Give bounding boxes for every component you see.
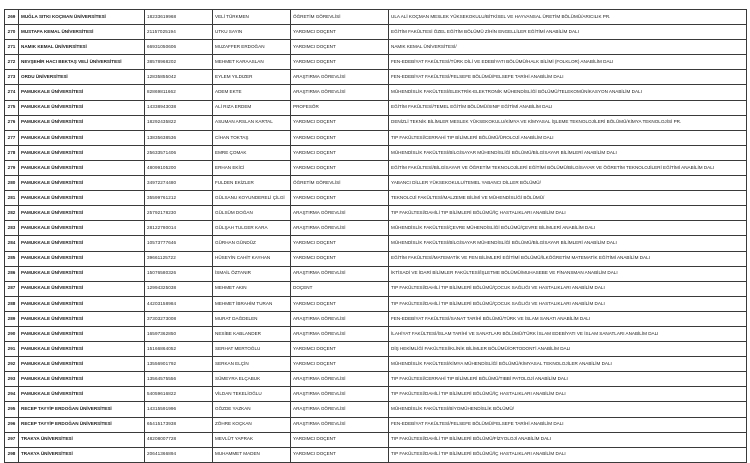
academic-title-cell: YARDIMCI DOÇENT bbox=[291, 236, 389, 251]
department-cell: FEN-EDEBİYAT FAKÜLTESİ/SANAT TARİHİ BÖLÜMÜ/TÜRK VE İSLAM SANATI ANABİLİM DALI bbox=[389, 311, 747, 326]
university-cell: PAMUKKALE ÜNİVERSİTESİ bbox=[19, 160, 145, 175]
department-cell: MÜHENDİSLİK FAKÜLTESİ/BİYOMÜHENDİSLİK BÖLÜMÜ/ bbox=[389, 402, 747, 417]
department-cell: EĞİTİM FAKÜLTESİ/TEMEL EĞİTİM BÖLÜMÜ/SINIF EĞİTİMİ ANABİLİM DALI bbox=[389, 100, 747, 115]
id-number-cell: 48208007728 bbox=[145, 432, 213, 447]
table-row bbox=[5, 70, 747, 85]
academic-title-cell: ÖĞRETİM GÖREVLİSİ bbox=[291, 176, 389, 191]
academic-title-cell: YARDIMCI DOÇENT bbox=[291, 357, 389, 372]
row-number-cell: 294 bbox=[5, 387, 19, 402]
table-row bbox=[5, 206, 747, 221]
person-name-cell: MUHAMMET MADEN bbox=[213, 447, 291, 462]
department-cell: DENİZLİ TEKNİK BİLİMLER MESLEK YÜKSEKOKULU/KİMYA VE KİMYASAL İŞLEME TEKNOLOJİLERİ BÖLÜMÜ/KİMYA TEKNOLOJİSİ PR. bbox=[389, 115, 747, 130]
university-cell: PAMUKKALE ÜNİVERSİTESİ bbox=[19, 357, 145, 372]
personnel-table bbox=[4, 9, 747, 463]
university-cell: TRAKYA ÜNİVERSİTESİ bbox=[19, 432, 145, 447]
row-number-cell: 282 bbox=[5, 206, 19, 221]
university-cell: MUĞLA SITKI KOÇMAN ÜNİVERSİTESİ bbox=[19, 10, 145, 25]
id-number-cell: 35599761212 bbox=[145, 191, 213, 206]
person-name-cell: ALİ RIZA ERDEM bbox=[213, 100, 291, 115]
id-number-cell: 25792178230 bbox=[145, 206, 213, 221]
department-cell: FEN-EDEBİYAT FAKÜLTESİ/FELSEFE BÖLÜMÜ/FELSEFE TARİHİ ANABİLİM DALI bbox=[389, 417, 747, 432]
academic-title-cell: YARDIMCI DOÇENT bbox=[291, 130, 389, 145]
row-number-cell: 280 bbox=[5, 176, 19, 191]
table-row bbox=[5, 387, 747, 402]
table-row bbox=[5, 311, 747, 326]
department-cell: ULA ALİ KOÇMAN MESLEK YÜKSEKOKULU/BİTKİSEL VE HAYVANSAL ÜRETİM BÖLÜMÜ/ARICILIK PR. bbox=[389, 10, 747, 25]
academic-title-cell: YARDIMCI DOÇENT bbox=[291, 432, 389, 447]
table-row bbox=[5, 191, 747, 206]
person-name-cell: ADEM EKTE bbox=[213, 85, 291, 100]
row-number-cell: 275 bbox=[5, 100, 19, 115]
row-number-cell: 276 bbox=[5, 115, 19, 130]
table-row bbox=[5, 130, 747, 145]
id-number-cell: 21157025194 bbox=[145, 25, 213, 40]
person-name-cell: ASUMAN ARSLAN KARTAL bbox=[213, 115, 291, 130]
person-name-cell: MEHMET AKIN bbox=[213, 281, 291, 296]
row-number-cell: 285 bbox=[5, 251, 19, 266]
row-number-cell: 290 bbox=[5, 326, 19, 341]
table-row bbox=[5, 115, 747, 130]
row-number-cell: 298 bbox=[5, 447, 19, 462]
table-body bbox=[5, 10, 747, 463]
department-cell: TIP FAKÜLTESİ/DAHİLİ TIP BİLİMLERİ BÖLÜMÜ/İÇ HASTALIKLARI ANABİLİM DALI bbox=[389, 447, 747, 462]
row-number-cell: 296 bbox=[5, 417, 19, 432]
table-row bbox=[5, 447, 747, 462]
row-number-cell: 297 bbox=[5, 432, 19, 447]
university-cell: PAMUKKALE ÜNİVERSİTESİ bbox=[19, 296, 145, 311]
university-cell: PAMUKKALE ÜNİVERSİTESİ bbox=[19, 251, 145, 266]
table-row bbox=[5, 145, 747, 160]
row-number-cell: 283 bbox=[5, 221, 19, 236]
table-row bbox=[5, 296, 747, 311]
table-row bbox=[5, 160, 747, 175]
id-number-cell: 18233619968 bbox=[145, 10, 213, 25]
university-cell: MUSTAFA KEMAL ÜNİVERSİTESİ bbox=[19, 25, 145, 40]
academic-title-cell: YARDIMCI DOÇENT bbox=[291, 145, 389, 160]
table-row bbox=[5, 402, 747, 417]
id-number-cell: 15076580326 bbox=[145, 266, 213, 281]
row-number-cell: 269 bbox=[5, 10, 19, 25]
table-row bbox=[5, 85, 747, 100]
university-cell: PAMUKKALE ÜNİVERSİTESİ bbox=[19, 372, 145, 387]
id-number-cell: 13556901792 bbox=[145, 357, 213, 372]
person-name-cell: GÜLSÜM DOĞAN bbox=[213, 206, 291, 221]
person-name-cell: MEVLÜT YAPRAK bbox=[213, 432, 291, 447]
academic-title-cell: ARAŞTIRMA GÖREVLİSİ bbox=[291, 70, 389, 85]
department-cell: TIP FAKÜLTESİ/DAHİLİ TIP BİLİMLERİ BÖLÜMÜ/ÇOCUK SAĞLIĞI VE HASTALIKLARI ANABİLİM DALI bbox=[389, 296, 747, 311]
id-number-cell: 44203158984 bbox=[145, 296, 213, 311]
table-row bbox=[5, 432, 747, 447]
table-row bbox=[5, 221, 747, 236]
university-cell: PAMUKKALE ÜNİVERSİTESİ bbox=[19, 342, 145, 357]
department-cell: TIP FAKÜLTESİ/DAHİLİ TIP BİLİMLERİ BÖLÜMÜ/FİZYOLOJİ ANABİLİM DALI bbox=[389, 432, 747, 447]
academic-title-cell: YARDIMCI DOÇENT bbox=[291, 296, 389, 311]
department-cell: MÜHENDİSLİK FAKÜLTESİ/ÇEVRE MÜHENDİSLİĞİ BÖLÜMÜ/ÇEVRE BİLİMLERİ ANABİLİM DALI bbox=[389, 221, 747, 236]
academic-title-cell: ARAŞTIRMA GÖREVLİSİ bbox=[291, 387, 389, 402]
academic-title-cell: YARDIMCI DOÇENT bbox=[291, 40, 389, 55]
id-number-cell: 39661125722 bbox=[145, 251, 213, 266]
person-name-cell: ERHAN EKİCİ bbox=[213, 160, 291, 175]
row-number-cell: 272 bbox=[5, 55, 19, 70]
row-number-cell: 288 bbox=[5, 296, 19, 311]
person-name-cell: İSMAİL ÖZTANIR bbox=[213, 266, 291, 281]
person-name-cell: GÖZDE YAZKAN bbox=[213, 402, 291, 417]
id-number-cell: 12994325038 bbox=[145, 281, 213, 296]
person-name-cell: SERKAN ELÇİN bbox=[213, 357, 291, 372]
department-cell: MÜHENDİSLİK FAKÜLTESİ/BİLGİSAYAR MÜHENDİSLİĞİ BÖLÜMÜ/BİLGİSAYAR BİLİMLERİ ANABİLİM DALI bbox=[389, 145, 747, 160]
id-number-cell: 14315591996 bbox=[145, 402, 213, 417]
academic-title-cell: ARAŞTIRMA GÖREVLİSİ bbox=[291, 326, 389, 341]
person-name-cell: VELİ TÜRKMEN bbox=[213, 10, 291, 25]
row-number-cell: 277 bbox=[5, 130, 19, 145]
table-row bbox=[5, 342, 747, 357]
university-cell: PAMUKKALE ÜNİVERSİTESİ bbox=[19, 266, 145, 281]
department-cell: TEKNOLOJİ FAKÜLTESİ/MALZEME BİLİMİ VE MÜHENDİSLİĞİ BÖLÜMÜ/ bbox=[389, 191, 747, 206]
row-number-cell: 278 bbox=[5, 145, 19, 160]
university-cell: PAMUKKALE ÜNİVERSİTESİ bbox=[19, 311, 145, 326]
person-name-cell: MEHMET KARAASLAN bbox=[213, 55, 291, 70]
department-cell: DİŞ HEKİMLİĞİ FAKÜLTESİ/KLİNİK BİLİMLER BÖLÜMÜ/ORTODONTİ ANABİLİM DALI bbox=[389, 342, 747, 357]
person-name-cell: VİLDAN TEKELİOĞLU bbox=[213, 387, 291, 402]
table-row bbox=[5, 100, 747, 115]
department-cell: EĞİTİM FAKÜLTESİ ÖZEL EĞİTİM BÖLÜMÜ ZİHİN ENGELLİLER EĞİTİMİ ANABİLİM DALI bbox=[389, 25, 747, 40]
university-cell: NAMIK KEMAL ÜNİVERSİTESİ bbox=[19, 40, 145, 55]
table-row bbox=[5, 25, 747, 40]
table-row bbox=[5, 236, 747, 251]
department-cell: TIP FAKÜLTESİ/DAHİLİ TIP BİLİMLERİ BÖLÜMÜ/İÇ HASTALIKLARI ANABİLİM DALI bbox=[389, 206, 747, 221]
academic-title-cell: YARDIMCI DOÇENT bbox=[291, 447, 389, 462]
id-number-cell: 16597362850 bbox=[145, 326, 213, 341]
academic-title-cell: YARDIMCI DOÇENT bbox=[291, 160, 389, 175]
academic-title-cell: YARDIMCI DOÇENT bbox=[291, 342, 389, 357]
academic-title-cell: ARAŞTIRMA GÖREVLİSİ bbox=[291, 402, 389, 417]
department-cell: TIP FAKÜLTESİ/DAHİLİ TIP BİLİMLERİ BÖLÜMÜ/ÇOCUK SAĞLIĞI VE HASTALIKLARI ANABİLİM DALI bbox=[389, 281, 747, 296]
person-name-cell: MUZAFFER ERDOĞAN bbox=[213, 40, 291, 55]
academic-title-cell: YARDIMCI DOÇENT bbox=[291, 115, 389, 130]
person-name-cell: GÜLŞAH TULGER KARA bbox=[213, 221, 291, 236]
university-cell: PAMUKKALE ÜNİVERSİTESİ bbox=[19, 191, 145, 206]
person-name-cell: HÜSEYİN CAHİT KAYHAN bbox=[213, 251, 291, 266]
person-name-cell: EMRE ÇOMAK bbox=[213, 145, 291, 160]
table-row bbox=[5, 176, 747, 191]
row-number-cell: 270 bbox=[5, 25, 19, 40]
department-cell: FEN-EDEBİYAT FAKÜLTESİ/FELSEFE BÖLÜMÜ/FELSEFE TARİHİ ANABİLİM DALI bbox=[389, 70, 747, 85]
table-row bbox=[5, 55, 747, 70]
row-number-cell: 271 bbox=[5, 40, 19, 55]
row-number-cell: 273 bbox=[5, 70, 19, 85]
academic-title-cell: YARDIMCI DOÇENT bbox=[291, 251, 389, 266]
academic-title-cell: ARAŞTIRMA GÖREVLİSİ bbox=[291, 206, 389, 221]
university-cell: PAMUKKALE ÜNİVERSİTESİ bbox=[19, 387, 145, 402]
university-cell: PAMUKKALE ÜNİVERSİTESİ bbox=[19, 85, 145, 100]
person-name-cell: GÜLSANU KOYUNDERELİ ÇİLGİ bbox=[213, 191, 291, 206]
academic-title-cell: PROFESÖR bbox=[291, 100, 389, 115]
person-name-cell: MEHMET İBRAHİM TURAN bbox=[213, 296, 291, 311]
id-number-cell: 25633571406 bbox=[145, 145, 213, 160]
university-cell: PAMUKKALE ÜNİVERSİTESİ bbox=[19, 100, 145, 115]
academic-title-cell: ARAŞTIRMA GÖREVLİSİ bbox=[291, 311, 389, 326]
university-cell: PAMUKKALE ÜNİVERSİTESİ bbox=[19, 130, 145, 145]
id-number-cell: 12835855042 bbox=[145, 70, 213, 85]
university-cell: RECEP TAYYİP ERDOĞAN ÜNİVERSİTESİ bbox=[19, 402, 145, 417]
university-cell: NEVŞEHİR HACI BEKTAŞ VELİ ÜNİVERSİTESİ bbox=[19, 55, 145, 70]
id-number-cell: 15166864052 bbox=[145, 342, 213, 357]
row-number-cell: 274 bbox=[5, 85, 19, 100]
table-row bbox=[5, 281, 747, 296]
department-cell: FEN-EDEBİYAT FAKÜLTESİ/TÜRK DİLİ VE EDEBİYATI BÖLÜMÜ/HALK BİLİMİ (FOLKLOR) ANABİLİM DALI bbox=[389, 55, 747, 70]
row-number-cell: 284 bbox=[5, 236, 19, 251]
university-cell: TRAKYA ÜNİVERSİTESİ bbox=[19, 447, 145, 462]
person-name-cell: FULDEN EKİZLER bbox=[213, 176, 291, 191]
row-number-cell: 286 bbox=[5, 266, 19, 281]
academic-title-cell: ARAŞTIRMA GÖREVLİSİ bbox=[291, 417, 389, 432]
row-number-cell: 292 bbox=[5, 357, 19, 372]
academic-title-cell: DOÇENT bbox=[291, 281, 389, 296]
person-name-cell: GÜRHAN GÜNDÜZ bbox=[213, 236, 291, 251]
academic-title-cell: ARAŞTIRMA GÖREVLİSİ bbox=[291, 266, 389, 281]
department-cell: MÜHENDİSLİK FAKÜLTESİ/ELEKTRİK-ELEKTRONİK MÜHENDİSLİĞİ BÖLÜMÜ/TELEKOMÜNİKASYON ANABİLİM DALI bbox=[389, 85, 747, 100]
id-number-cell: 28122780014 bbox=[145, 221, 213, 236]
id-number-cell: 38578968202 bbox=[145, 55, 213, 70]
row-number-cell: 291 bbox=[5, 342, 19, 357]
department-cell: EĞİTİM FAKÜLTESİ/MATEMATİK VE FEN BİLİMLERİ EĞİTİMİ BÖLÜMÜ/İLKÖĞRETİM MATEMATİK EĞİTİMİ ANABİLİM DALI bbox=[389, 251, 747, 266]
academic-title-cell: ARAŞTIRMA GÖREVLİSİ bbox=[291, 372, 389, 387]
department-cell: NAMIK KEMAL ÜNİVERSİTESİ/ bbox=[389, 40, 747, 55]
id-number-cell: 10573777646 bbox=[145, 236, 213, 251]
id-number-cell: 48099105200 bbox=[145, 160, 213, 175]
id-number-cell: 14338943038 bbox=[145, 100, 213, 115]
university-cell: RECEP TAYYİP ERDOĞAN ÜNİVERSİTESİ bbox=[19, 417, 145, 432]
person-name-cell: SERHAT MERTOĞLU bbox=[213, 342, 291, 357]
academic-title-cell: YARDIMCI DOÇENT bbox=[291, 55, 389, 70]
table-row bbox=[5, 266, 747, 281]
id-number-cell: 13835638536 bbox=[145, 130, 213, 145]
row-number-cell: 289 bbox=[5, 311, 19, 326]
university-cell: PAMUKKALE ÜNİVERSİTESİ bbox=[19, 206, 145, 221]
row-number-cell: 293 bbox=[5, 372, 19, 387]
person-name-cell: MURAT DAĞDELEN bbox=[213, 311, 291, 326]
university-cell: PAMUKKALE ÜNİVERSİTESİ bbox=[19, 115, 145, 130]
table-row bbox=[5, 357, 747, 372]
department-cell: İKTİSADİ VE İDARİ BİLİMLER FAKÜLTESİ/İŞLETME BÖLÜMÜ/MUHASEBE VE FİNANSMAN ANABİLİM DALI bbox=[389, 266, 747, 281]
table-row bbox=[5, 40, 747, 55]
department-cell: İLAHİYAT FAKÜLTESİ/İSLAM TARİHİ VE SANATLARI BÖLÜMÜ/TÜRK İSLAM EDEBİYATI VE İSLAM SANATLARI ANABİLİM DALI bbox=[389, 326, 747, 341]
university-cell: PAMUKKALE ÜNİVERSİTESİ bbox=[19, 281, 145, 296]
university-cell: PAMUKKALE ÜNİVERSİTESİ bbox=[19, 326, 145, 341]
academic-title-cell: ARAŞTIRMA GÖREVLİSİ bbox=[291, 221, 389, 236]
table-row bbox=[5, 372, 747, 387]
department-cell: TIP FAKÜLTESİ/CERRAHİ TIP BİLİMLERİ BÖLÜMÜ/TIBBİ PATOLOJİ ANABİLİM DALI bbox=[389, 372, 747, 387]
person-name-cell: ZÖHRE KOÇKAN bbox=[213, 417, 291, 432]
id-number-cell: 18292435822 bbox=[145, 115, 213, 130]
department-cell: TIP FAKÜLTESİ/CERRAHİ TIP BİLİMLERİ BÖLÜMÜ/ÜROLOJİ ANABİLİM DALI bbox=[389, 130, 747, 145]
academic-title-cell: YARDIMCI DOÇENT bbox=[291, 25, 389, 40]
id-number-cell: 20641366894 bbox=[145, 447, 213, 462]
academic-title-cell: ARAŞTIRMA GÖREVLİSİ bbox=[291, 85, 389, 100]
person-name-cell: SÜMEYRA ELÇABUK bbox=[213, 372, 291, 387]
department-cell: EĞİTİM FAKÜLTESİ/BİLGİSAYAR VE ÖĞRETİM TEKNOLOJİLERİ EĞİTİMİ BÖLÜMÜ/BİLGİSAYAR VE ÖĞRETİM TEKNOLOJİLERİ EĞİTİMİ ANABİLİM DALI bbox=[389, 160, 747, 175]
academic-title-cell: YARDIMCI DOÇENT bbox=[291, 191, 389, 206]
row-number-cell: 287 bbox=[5, 281, 19, 296]
table-row bbox=[5, 251, 747, 266]
person-name-cell: UTKU SAYIN bbox=[213, 25, 291, 40]
university-cell: PAMUKKALE ÜNİVERSİTESİ bbox=[19, 236, 145, 251]
row-number-cell: 295 bbox=[5, 402, 19, 417]
id-number-cell: 66931050606 bbox=[145, 40, 213, 55]
id-number-cell: 34972274480 bbox=[145, 176, 213, 191]
row-number-cell: 279 bbox=[5, 160, 19, 175]
university-cell: PAMUKKALE ÜNİVERSİTESİ bbox=[19, 145, 145, 160]
row-number-cell: 281 bbox=[5, 191, 19, 206]
id-number-cell: 13564575556 bbox=[145, 372, 213, 387]
person-name-cell: EYLEM YILDIZER bbox=[213, 70, 291, 85]
table-row bbox=[5, 10, 747, 25]
department-cell: MÜHENDİSLİK FAKÜLTESİ/KİMYA MÜHENDİSLİĞİ BÖLÜMÜ/KİMYASAL TEKNOLOJİLER ANABİLİM DALI bbox=[389, 357, 747, 372]
academic-title-cell: ÖĞRETİM GÖREVLİSİ bbox=[291, 10, 389, 25]
person-name-cell: CİHAN TOKTAŞ bbox=[213, 130, 291, 145]
id-number-cell: 82869811662 bbox=[145, 85, 213, 100]
department-cell: TIP FAKÜLTESİ/DAHİLİ TIP BİLİMLERİ BÖLÜMÜ/İÇ HASTALIKLARI ANABİLİM DALI bbox=[389, 387, 747, 402]
table-row bbox=[5, 326, 747, 341]
person-name-cell: NESİBE KABLANDER bbox=[213, 326, 291, 341]
table-row bbox=[5, 417, 747, 432]
university-cell: PAMUKKALE ÜNİVERSİTESİ bbox=[19, 221, 145, 236]
department-cell: YABANCI DİLLER YÜKSEKOKULU/TEMEL YABANCI DİLLER BÖLÜMÜ/ bbox=[389, 176, 747, 191]
university-cell: PAMUKKALE ÜNİVERSİTESİ bbox=[19, 176, 145, 191]
id-number-cell: 65415173938 bbox=[145, 417, 213, 432]
id-number-cell: 54059616822 bbox=[145, 387, 213, 402]
university-cell: ORDU ÜNİVERSİTESİ bbox=[19, 70, 145, 85]
id-number-cell: 37303273008 bbox=[145, 311, 213, 326]
department-cell: MÜHENDİSLİK FAKÜLTESİ/BİLGİSAYAR MÜHENDİSLİĞİ BÖLÜMÜ/BİLGİSAYAR BİLİMLERİ ANABİLİM DALI bbox=[389, 236, 747, 251]
